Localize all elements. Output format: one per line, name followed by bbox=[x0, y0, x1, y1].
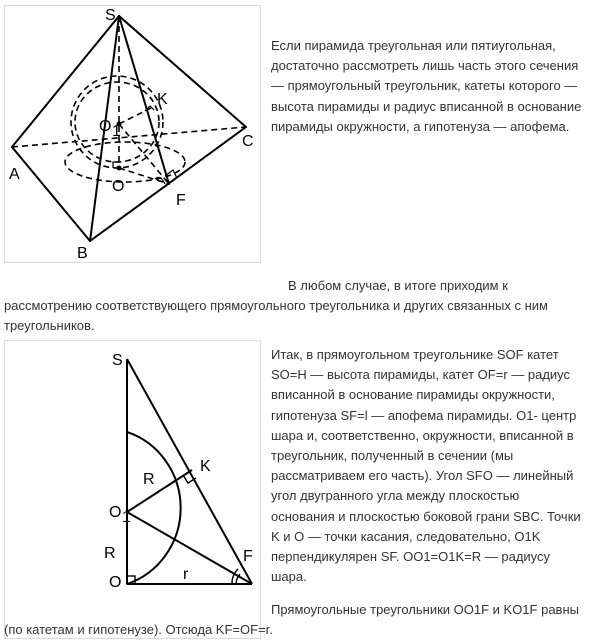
pyramid-diagram bbox=[5, 6, 260, 262]
paragraph-right-triangle-summary: В любом случае, в итоге приходим к рассмотрению соответствующего прямоугольного треугольника и других связанных с ним треугольников. bbox=[4, 278, 548, 334]
label-R-lower: R bbox=[104, 545, 116, 562]
label-B: B bbox=[77, 245, 88, 262]
edge-AC-hidden bbox=[12, 127, 246, 147]
right-angle-K bbox=[183, 475, 196, 483]
label-S: S bbox=[112, 352, 123, 369]
label-A: A bbox=[9, 166, 20, 183]
inscribed-sphere bbox=[71, 76, 163, 168]
label-F: F bbox=[176, 192, 186, 209]
segment-O1F bbox=[127, 512, 252, 584]
cross-section-figure bbox=[4, 340, 261, 639]
label-O1: O bbox=[109, 504, 122, 521]
label-r: r bbox=[183, 566, 189, 583]
point-O bbox=[117, 166, 122, 171]
label-F: F bbox=[243, 548, 253, 565]
radius-O1K bbox=[127, 470, 192, 512]
paragraph-triangle-SOF: Итак, в прямоугольном треугольнике SOF катет SO=H — высота пирамиды, катет OF=r — радиус вписанной в основание пирамиды окружности, гипотенуза SF=l — апофема пирамиды. O1- центр шара и, соответственно, окружности, вписанной в треугольник, полученный в сечении (мы рассматриваем его часть). Угол SFO — линейный угол двугранного угла между плоскостью основания и плоскостью боковой грани SBC. Точки K и O — точки касания, следовательно, O1K перпендикулярен SF. OO1=O1K=R — радиусу шара. bbox=[271, 347, 581, 585]
label-O1-sub: 1 bbox=[122, 509, 131, 526]
label-S: S bbox=[105, 7, 116, 24]
base-incircle bbox=[65, 142, 185, 182]
pyramid-figure bbox=[4, 5, 261, 263]
cross-section-diagram bbox=[5, 341, 260, 638]
label-O1: O bbox=[99, 118, 112, 135]
edge-SC bbox=[119, 16, 246, 127]
label-C: C bbox=[242, 133, 254, 150]
label-K: K bbox=[157, 91, 168, 108]
paragraph-equal-triangles: Прямоугольные треугольники OO1F и KO1F равны (по катетам и гипотенузе). Отсюда KF=OF=r. bbox=[4, 602, 579, 638]
inscribed-circle-arc bbox=[127, 432, 181, 584]
paragraph-triangular-pyramid: Если пирамида треугольная или пятиугольная, достаточно рассмотреть лишь часть этого сечения — прямоугольный треугольник, катеты которого — высота пирамиды и радиус вписанной в основание пирамиды окружности, а гипотенуза — апофема. bbox=[271, 38, 582, 134]
label-R-upper: R bbox=[143, 471, 155, 488]
label-O1-sub: 1 bbox=[112, 123, 121, 140]
label-O: O bbox=[109, 574, 122, 591]
sphere-equator bbox=[75, 82, 159, 162]
edge-AB bbox=[12, 147, 90, 241]
label-O: O bbox=[112, 178, 125, 195]
label-K: K bbox=[200, 458, 211, 475]
